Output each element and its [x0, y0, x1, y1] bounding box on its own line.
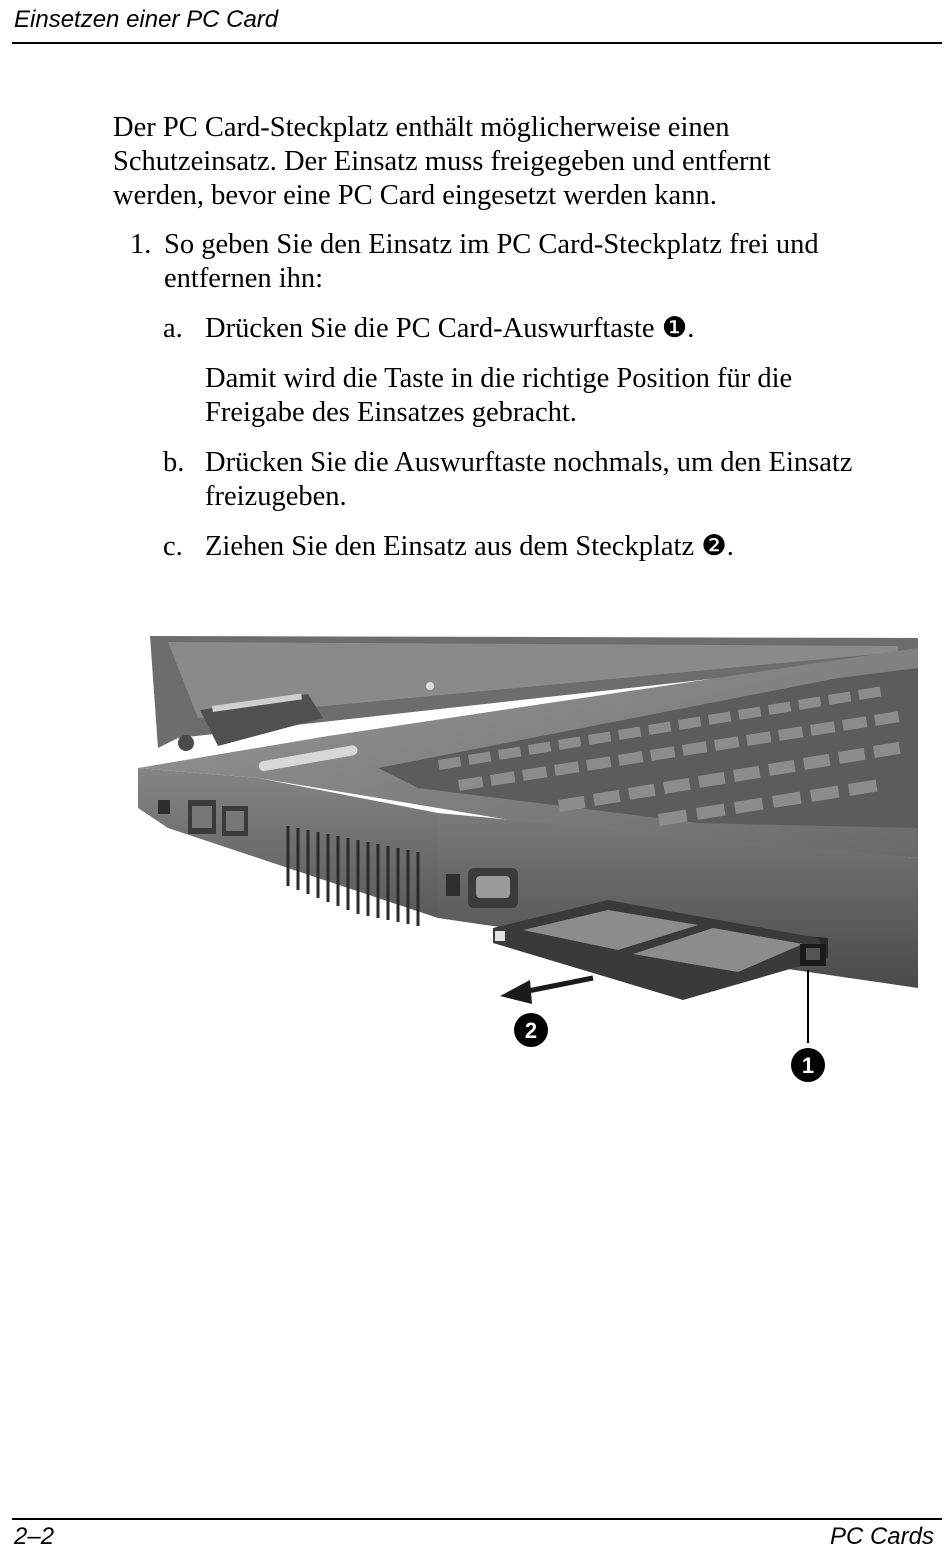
- substep-text: [205, 446, 935, 514]
- header-divider: [12, 42, 942, 44]
- webcam-dot: [426, 682, 434, 690]
- step-text: [164, 228, 934, 296]
- callout-2: [514, 1013, 548, 1047]
- substep-text: Drücken Sie die PC Card-Auswurftaste ❶.: [205, 313, 695, 344]
- pull-arrow: [500, 978, 593, 1004]
- substep-label: b.: [163, 447, 185, 478]
- substep-label: a.: [163, 313, 183, 344]
- substep-text: Ziehen Sie den Einsatz aus dem Steckplatz ❷.: [205, 531, 734, 562]
- substep-label: c.: [163, 531, 183, 562]
- chapter-title: PC Cards: [829, 1523, 934, 1550]
- substep-line: freizugeben.: [205, 481, 347, 512]
- running-header: Einsetzen einer PC Card: [14, 6, 279, 33]
- callout-2-number: 2: [524, 1018, 538, 1043]
- intro-line: Schutzeinsatz. Der Einsatz muss freigegeben und entfernt: [113, 146, 771, 177]
- page-number: 2–2: [14, 1523, 55, 1550]
- footer-divider: [12, 1518, 942, 1520]
- intro-line: werden, bevor eine PC Card eingesetzt werden kann.: [113, 180, 717, 211]
- intro-paragraph: [113, 111, 933, 213]
- substep-line: Freigabe des Einsatzes gebracht.: [205, 397, 577, 428]
- substep-note: [205, 362, 935, 430]
- step-number: 1.: [130, 229, 152, 260]
- port-small: [446, 874, 460, 896]
- substep-line: Drücken Sie die Auswurftaste nochmals, um den Einsatz: [205, 447, 853, 478]
- intro-line: Der PC Card-Steckplatz enthält möglicherweise einen: [113, 112, 730, 143]
- insert-grip: [495, 931, 505, 941]
- hinge-screw: [178, 735, 194, 751]
- step-line: entfernen ihn:: [164, 263, 324, 294]
- callout-1: [791, 1048, 825, 1082]
- callout-1-number: 1: [801, 1053, 815, 1078]
- step-line: So geben Sie den Einsatz im PC Card-Steckplatz frei und: [164, 229, 819, 260]
- security-slot: [158, 800, 170, 814]
- substep-line: Damit wird die Taste in die richtige Position für die: [205, 363, 793, 394]
- laptop-pc-card-illustration: [138, 628, 928, 1100]
